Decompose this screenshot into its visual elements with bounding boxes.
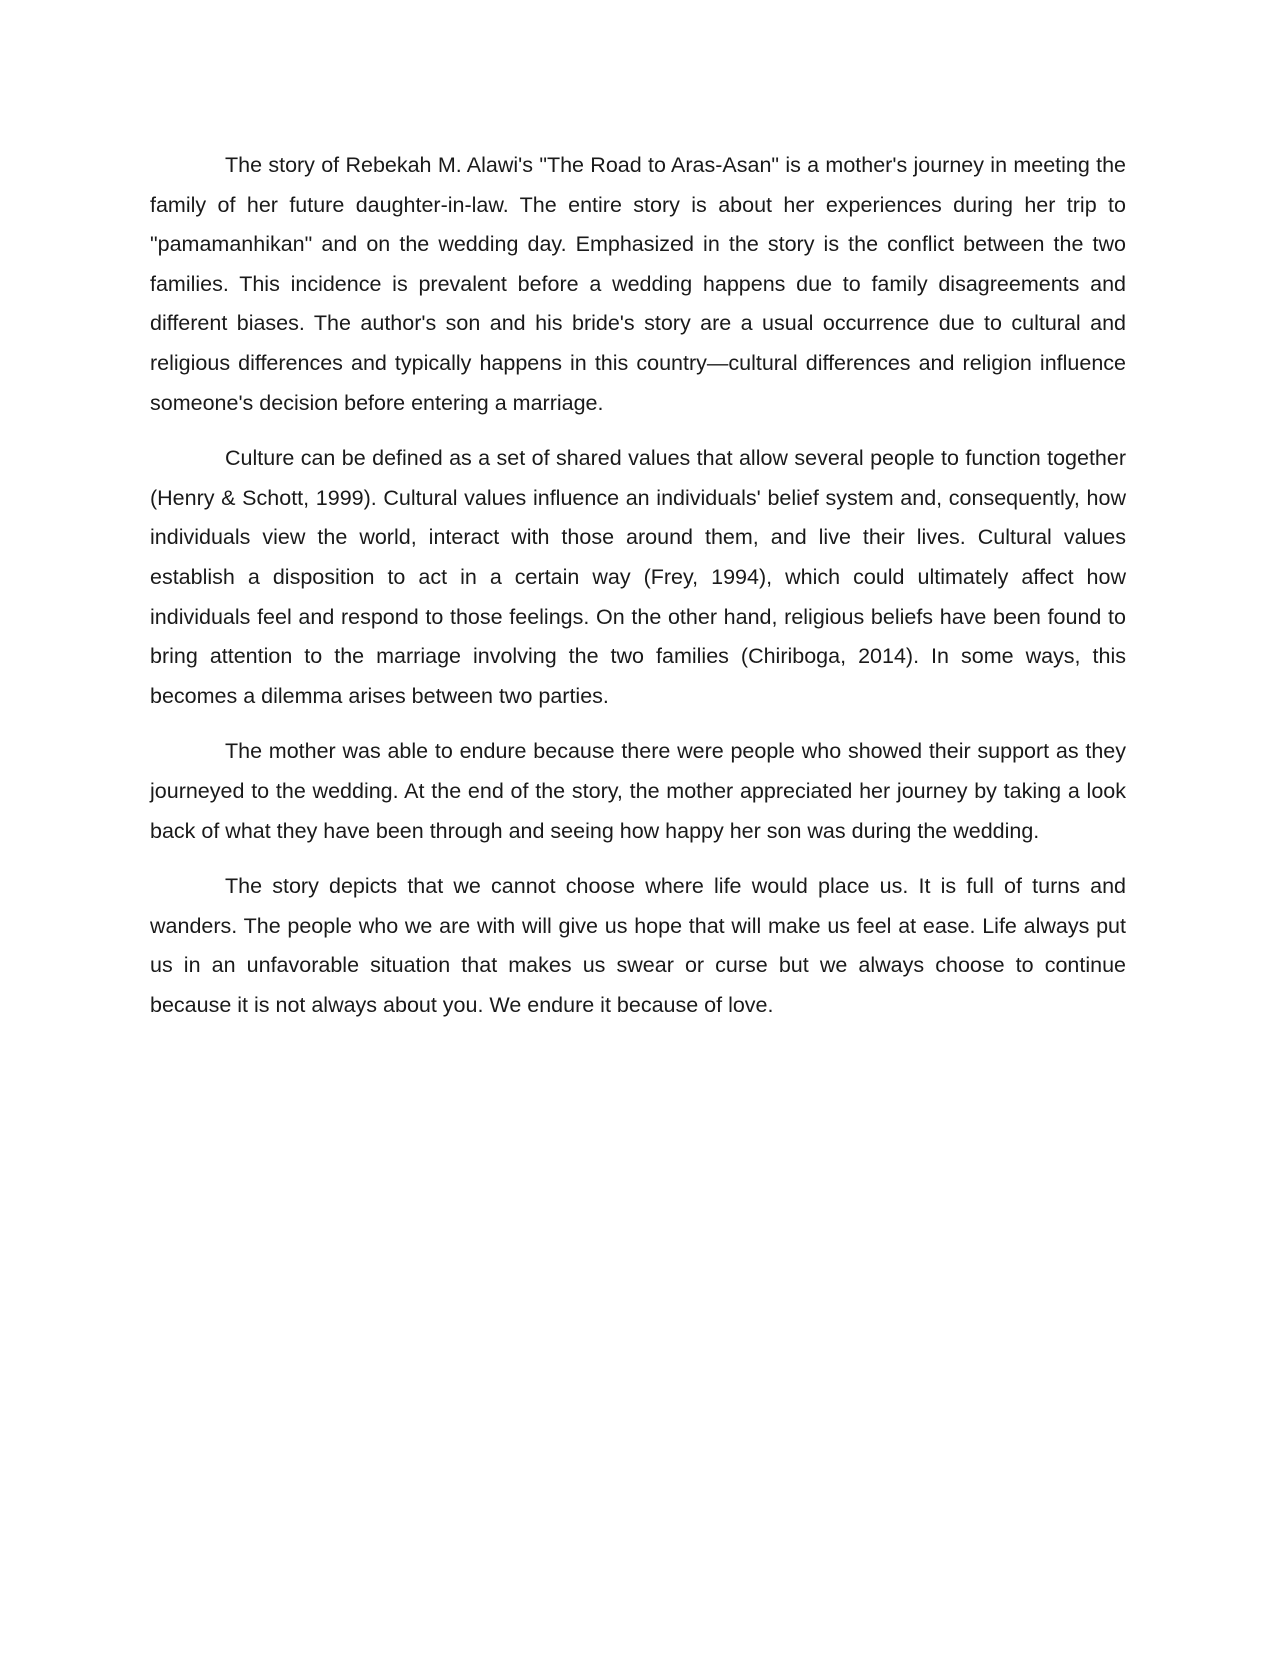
paragraph-3: The mother was able to endure because there were people who showed their support as they journeyed to the wedding. At the end of the story, the mother appreciated her journey by taking a look back of what they have been through and seeing how happy her son was during the wedding.	[150, 739, 1126, 843]
paragraph-4: The story depicts that we cannot choose where life would place us. It is full of turns and wanders. The people who we are with will give us hope that will make us feel at ease. Life always put us in an unfavorable situation that makes us swear or curse but we always choose to continue because it is not always about you. We endure it because of love.	[150, 874, 1126, 1017]
paragraph-1: The story of Rebekah M. Alawi's "The Road to Aras-Asan" is a mother's journey in meeting the family of her future daughter-in-law. The entire story is about her experiences during her trip to "pamamanhikan" and on the wedding day. Emphasized in the story is the conflict between the two families. This incidence is prevalent before a wedding happens due to family disagreements and different biases. The author's son and his bride's story are a usual occurrence due to cultural and religious differences and typically happens in this country—cultural differences and religion influence someone's decision before entering a marriage.	[150, 153, 1126, 415]
document-body	[150, 146, 1126, 1041]
paragraph-2: Culture can be defined as a set of shared values that allow several people to function together (Henry & Schott, 1999). Cultural values influence an individuals' belief system and, consequently, how individuals view the world, interact with those around them, and live their lives. Cultural values establish a disposition to act in a certain way (Frey, 1994), which could ultimately affect how individuals feel and respond to those feelings. On the other hand, religious beliefs have been found to bring attention to the marriage involving the two families (Chiriboga, 2014). In some ways, this becomes a dilemma arises between two parties.	[150, 446, 1126, 708]
